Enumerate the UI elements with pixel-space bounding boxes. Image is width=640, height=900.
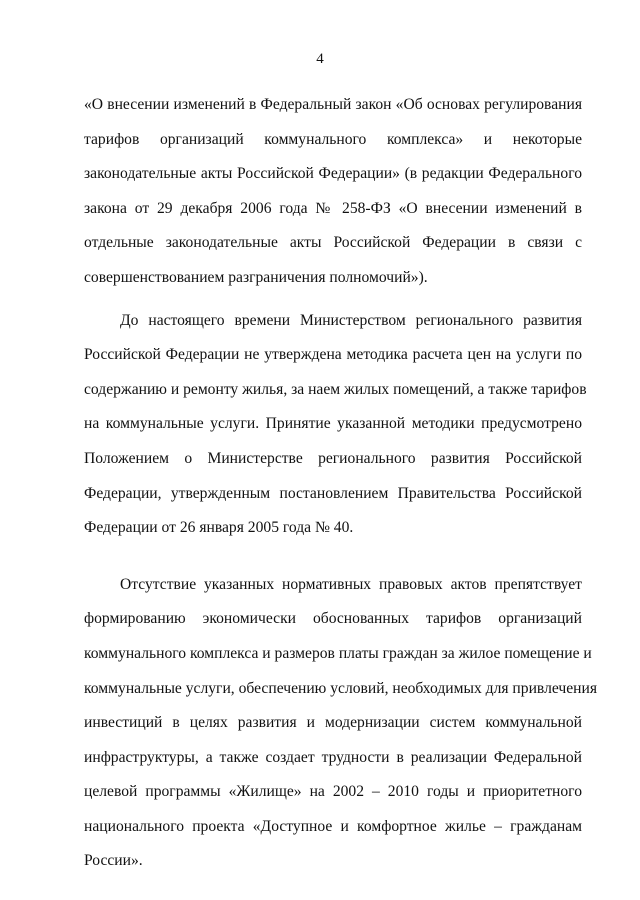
- paragraph-3: [84, 568, 598, 879]
- paragraph-line: формированию экономически обоснованных тарифов организаций: [84, 610, 582, 628]
- paragraph-line: коммунального комплекса и размеров платы граждан за жилое помещение и: [84, 644, 592, 662]
- paragraph-2: [84, 304, 587, 546]
- paragraph-line: инфраструктуры, а также создает трудности в реализации Федеральной: [84, 748, 582, 766]
- paragraph-line: коммунальные услуги, обеспечению условий, необходимых для привлечения: [84, 679, 598, 697]
- paragraph-line: инвестиций в целях развития и модернизации систем коммунальной: [84, 714, 582, 732]
- paragraph-line: До настоящего времени Министерством регионального развития: [120, 311, 582, 329]
- paragraph-line: России».: [84, 852, 143, 870]
- paragraph-line: содержанию и ремонту жилья, за наем жилых помещений, а также тарифов: [84, 380, 587, 398]
- paragraph-line: целевой программы «Жилище» на 2002 – 2010 годы и приоритетного: [84, 783, 582, 801]
- paragraph-line: Отсутствие указанных нормативных правовых актов препятствует: [120, 575, 582, 593]
- paragraph-line: национального проекта «Доступное и комфортное жилье – гражданам: [84, 817, 582, 835]
- paragraph-line: законодательные акты Российской Федерации» (в редакции Федерального: [84, 165, 582, 183]
- paragraph-line: Федерации от 26 января 2005 года № 40.: [84, 519, 354, 537]
- paragraph-line: Федерации, утвержденным постановлением Правительства Российской: [84, 484, 582, 502]
- document-body: [84, 88, 598, 879]
- page-number: 4: [316, 51, 324, 67]
- paragraph-line: Положением о Министерстве регионального развития Российской: [84, 449, 582, 467]
- paragraph-line: отдельные законодательные акты Российской Федерации в связи с: [84, 234, 582, 252]
- paragraph-line: тарифов организаций коммунального комплекса» и некоторые: [84, 130, 582, 148]
- paragraph-1: [84, 88, 582, 296]
- paragraph-line: Российской Федерации не утверждена методика расчета цен на услуги по: [84, 346, 582, 364]
- paragraph-line: «О внесении изменений в Федеральный закон «Об основах регулирования: [84, 96, 582, 113]
- paragraph-line: на коммунальные услуги. Принятие указанной методики предусмотрено: [84, 415, 582, 433]
- paragraph-line: закона от 29 декабря 2006 года № 258-ФЗ «О внесении изменений в: [84, 199, 582, 217]
- paragraph-line: совершенствованием разграничения полномочий»).: [84, 268, 428, 286]
